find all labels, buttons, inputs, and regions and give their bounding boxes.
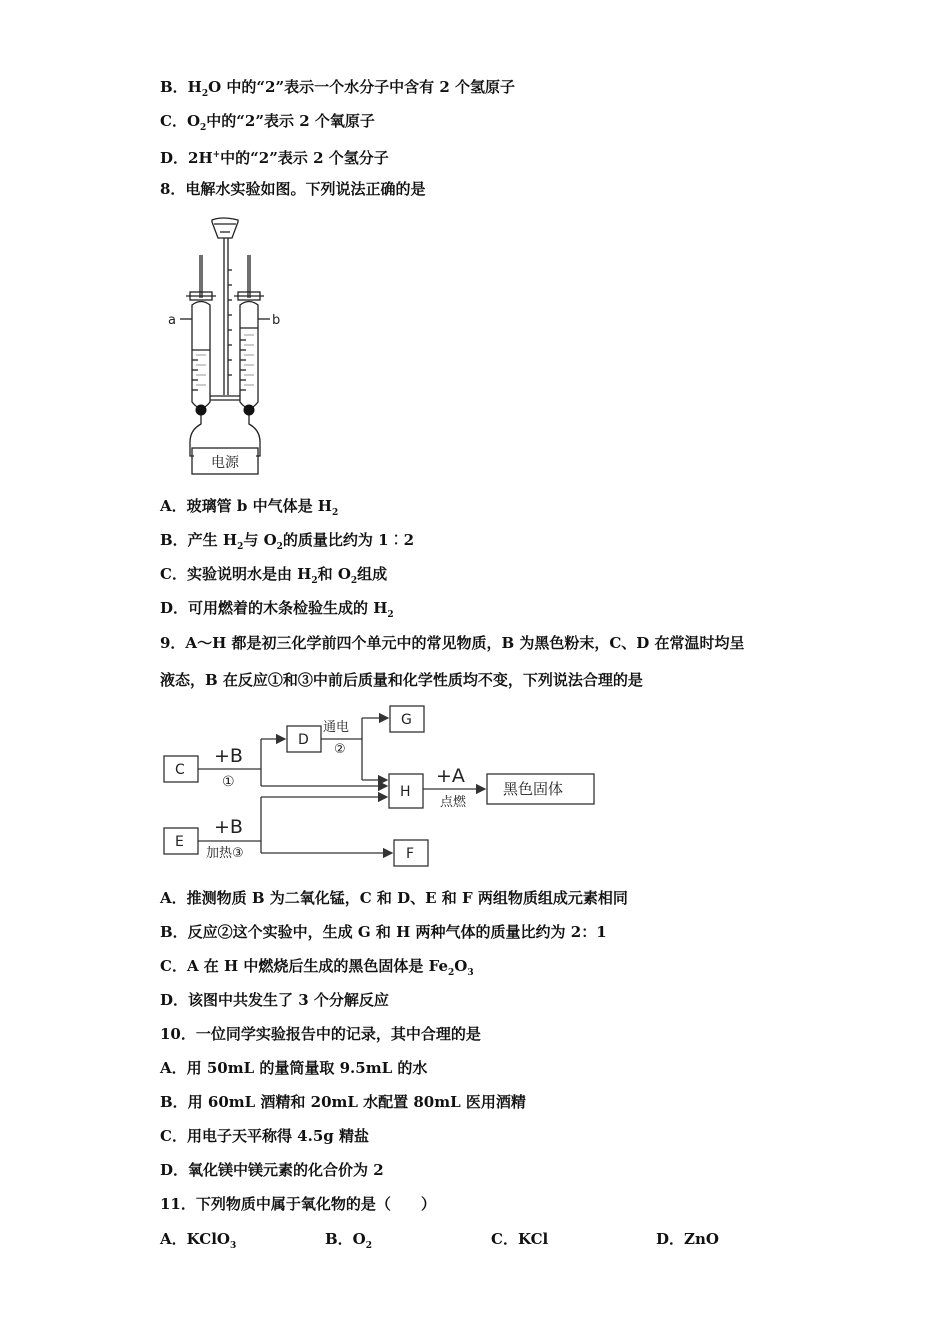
q11-stem: 11．下列物质中属于氧化物的是（ ） — [160, 1195, 436, 1213]
label-f: F — [406, 846, 415, 862]
q11-option-a: A．KClO$_3$ — [160, 1230, 237, 1251]
q10-stem: 10．一位同学实验报告中的记录，其中合理的是 — [160, 1025, 481, 1043]
q7-option-b: B．$H_2O$ 中的“2”表示一个水分子中含有 2 个氢原子 — [160, 78, 515, 99]
label-e: E — [175, 834, 184, 850]
label-electrolysis: 通电 — [323, 720, 350, 735]
q10-option-b: B．用 60mL 酒精和 20mL 水配置 80mL 医用酒精 — [160, 1093, 526, 1111]
q11-options — [160, 1228, 800, 1251]
label-plus-a: +A — [436, 765, 465, 787]
q8-stem: 8．电解水实验如图。下列说法正确的是 — [160, 180, 426, 198]
q9-option-a: A．推测物质 B 为二氧化锰，C 和 D、E 和 F 两组物质组成元素相同 — [160, 889, 628, 907]
label-d: D — [298, 732, 309, 748]
q11-option-b: B．$O_2$ — [325, 1230, 373, 1251]
label-plus-b-3: +B — [214, 816, 243, 838]
label-g: G — [401, 712, 412, 728]
q10-option-d: D．氧化镁中镁元素的化合价为 2 — [160, 1161, 384, 1179]
q9-stem-line2: 液态，B 在反应①和③中前后质量和化学性质均不变，下列说法合理的是 — [160, 671, 643, 689]
q7-option-d: D．2H+中的“2”表示 2 个氢分子 — [160, 149, 389, 167]
q9-option-b: B．反应②这个实验中，生成 G 和 H 两种气体的质量比约为 2：1 — [160, 923, 607, 941]
q9-option-c: C．A 在 H 中燃烧后生成的黑色固体是 $Fe_2O_3$ — [160, 957, 474, 978]
q9-flowchart — [160, 700, 610, 870]
q8-option-b: B．产生 $H_2$与 $O_2$的质量比约为 1︰2 — [160, 531, 415, 552]
label-cond-2: ② — [334, 742, 346, 757]
label-plus-b-1: +B — [214, 745, 243, 767]
label-c: C — [175, 762, 185, 778]
q9-option-d: D．该图中共发生了 3 个分解反应 — [160, 991, 389, 1009]
label-ignite: 点燃 — [440, 795, 467, 810]
figure-power-label: 电源 — [211, 455, 239, 471]
q10-option-a: A．用 50mL 的量筒量取 9.5mL 的水 — [160, 1059, 428, 1077]
q10-option-c: C．用电子天平称得 4.5g 精盐 — [160, 1127, 369, 1145]
figure-label-b: b — [272, 313, 281, 328]
q8-option-c: C．实验说明水是由 $H_2$和 $O_2$组成 — [160, 565, 388, 586]
q11-option-c: C．KCl — [491, 1230, 549, 1248]
label-cond-3: 加热③ — [206, 846, 244, 861]
label-h: H — [400, 784, 411, 800]
q8-option-a: A．玻璃管 b 中气体是 $H_2$ — [160, 497, 339, 518]
figure-label-a: a — [168, 313, 176, 328]
label-cond-1: ① — [222, 774, 235, 790]
label-black-solid: 黑色固体 — [503, 780, 564, 798]
q7-option-c: C．$O_2$中的“2”表示 2 个氧原子 — [160, 112, 375, 133]
electrolysis-apparatus-figure — [160, 210, 290, 480]
q11-option-d: D．ZnO — [656, 1230, 719, 1248]
q9-stem-line1: 9．A～H 都是初三化学前四个单元中的常见物质，B 为黑色粉末，C、D 在常温时均呈 — [160, 634, 745, 652]
q8-option-d: D．可用燃着的木条检验生成的 $H_2$ — [160, 599, 394, 620]
